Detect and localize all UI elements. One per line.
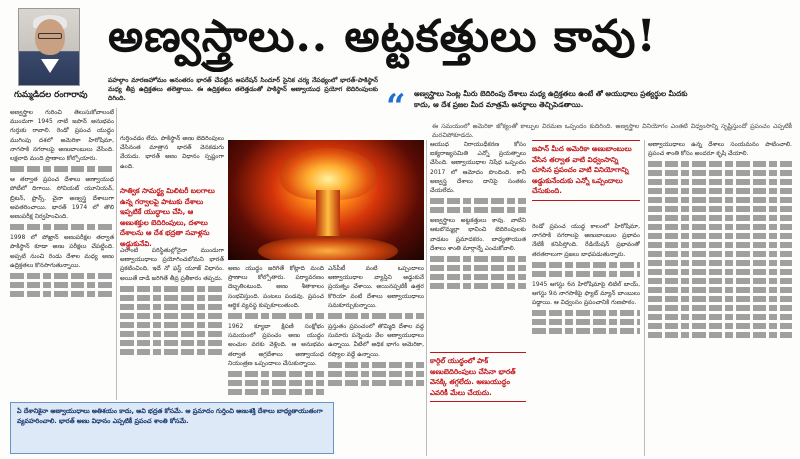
column-2-bottom — [120, 246, 224, 400]
column-rule — [116, 108, 117, 400]
deck-left: పహల్గాం మారణహోమం అనంతరం భారత్ చేపట్టిన ఆపరేషన్ సిందూర్ సైనిక చర్య నేపథ్యంలో భారత్-పాకిస్థాన్ మధ్య తీవ్ర ఉద్రిక్తతలు తలెత్తాయి. ఈ ఉద్రిక్తతలు తలెత్తడంతో పాకిస్థాన్ అణ్వాయుధ ప్రయోగ బెదిరింపులకు దిగింది. — [108, 77, 378, 102]
column-4-paragraph-2: ప్రస్తుతం ప్రపంచంలో తొమ్మిది దేశాల వద్ద సుమారు పన్నెండు వేల అణ్వాయుధాలు ఉన్నాయి. వీటిలో అధిక భాగం అమెరికా, రష్యాల వద్దే ఉన్నాయి. — [328, 323, 424, 358]
author-name: గుమ్మడిదల రంగారావు — [14, 90, 88, 100]
column-3 — [228, 264, 324, 400]
column-1-paragraph-3: 1998 లో పోఖ్రాన్ అణుపరీక్షల తర్వాత పాకిస్థాన్ కూడా అణు పరీక్షలు చేపట్టింది. అప్పటి నుంచి రెండు దేశాల మధ్య అణు ఉద్రిక్తతలు కొనసాగుతున్నాయి. — [10, 234, 114, 269]
pull-quote-top: అణ్వస్త్రాలు సెంట్ల మీరు బెదిరింపు దేశాలు మధ్య ఉద్రిక్తతలు ఉంటే తో ఆయుధాలు ప్రత్యర్థుల మీదకు కాదు, ఆ దేశ ప్రజల మీద మాత్రమే అనర్థాలు తెచ్చిపెడతాయి. — [414, 89, 688, 109]
column-2-top — [120, 134, 224, 186]
column-1-paragraph-1: అణ్వస్త్రాల గురించి తెలుసుకోవాలంటే ముందుగా 1945 నాటి జపాన్ అనుభవం గుర్తుకు రావాలి. రెండో ప్రపంచ యుద్ధం ముగింపు దశలో అమెరికా హిరోషిమా, నాగసాకి నగరాలపై అణుబాంబులు వేసింది. లక్షలాది మంది ప్రాణాలు కోల్పోయారు. — [10, 109, 114, 163]
nuclear-explosion-image — [228, 140, 424, 260]
column-2-paragraph-2: ఎలాంటి పరిస్థితుల్లోనైనా ముందుగా అణ్వాయుధాలు ప్రయోగించబోమని భారత్ ప్రకటించింది. ఇదే నో ఫస్ట్ యూజ్ విధానం. అయితే దాడి జరిగితే తీవ్ర ప్రతీకారం తప్పదు. — [120, 247, 224, 282]
column-6-paragraph-1: రెండో ప్రపంచ యుద్ధ కాలంలో హిరోషిమా, నాగసాకి నగరాలపై అణుబాంబుల ప్రభావం నేటికీ కనిపిస్తోంది. రేడియేషన్ ప్రభావంతో తరతరాలుగా ప్రజలు బాధపడుతున్నారు. — [532, 223, 640, 258]
headline: అణ్వస్త్రాలు.. అట్టకత్తులు కావు! — [108, 11, 657, 62]
column-3-paragraph-2: 1962 క్యూబా క్షిపణి సంక్షోభం సమయంలో ప్రపంచం అణు యుద్ధం అంచుల వరకు వెళ్లింది. ఆ అనుభవం తర్వాత అగ్రదేశాలు అణ్వాయుధ నియంత్రణ ఒప్పందాలు చేసుకున్నాయి. — [228, 323, 324, 367]
column-2-paragraph-1: గుర్తించడం లేదు. పాకిస్థాన్ అణు బెదిరింపులు చేసినంత మాత్రాన భారత్ వెనకడుగు వేయదు. భారత్ అణు విధానం స్పష్టంగా ఉంది. — [120, 135, 224, 170]
column-5-paragraph-2: అణ్వస్త్రాలు అట్టకత్తులు కావు. వాటిని ఆటబొమ్మల్లా భావించి బెదిరింపులకు వాడటం ప్రమాదకరం. బాధ్యతాయుత దేశాలు శాంతి మార్గాన్నే ఎంచుకోవాలి. — [430, 217, 526, 252]
column-5 — [430, 140, 526, 352]
column-rule — [426, 140, 427, 456]
column-1 — [10, 108, 114, 400]
column-1-paragraph-2: ఆ తర్వాత ప్రపంచ దేశాలు అణ్వాయుధ పోటీలో దిగాయి. సోవియట్ యూనియన్, బ్రిటన్, ఫ్రాన్స్, చైనా అణ్వస్త్ర దేశాలుగా అవతరించాయి. భారత్ 1974 లో తొలి అణుపరీక్ష నిర్వహించింది. — [10, 176, 114, 221]
column-4 — [328, 264, 424, 400]
author-collar — [41, 59, 59, 73]
bottom-callout-box: ఏ దేశానికైనా అణ్వాయుధాలు అతిశయం కాదు, అవి భద్రత కోసమే. ఆ ప్రమాదం గుర్తించి అణుశక్తి దేశాలు బాధ్యతాయుతంగా వ్యవహరించాలి. భారత్ అణు విధానం ఎప్పటికీ ప్రపంచ శాంతి కోసమే. — [10, 402, 334, 454]
deck-right: ఈ సమయంలో అమెరికా జోక్యంతో కాల్పుల విరమణ ఒప్పందం కుదిరింది. అణ్వస్త్రాల వినియోగం ఎంతటి విధ్వంసాన్ని సృష్టిస్తుందో ప్రపంచం ఎప్పటికీ మరచిపోకూడదు. — [432, 123, 792, 139]
quote-mark-icon: “ — [386, 87, 406, 127]
column-7-paragraph-1: అణ్వాయుధాలు ఉన్న దేశాలు సంయమనం పాటించాలి. ప్రపంచ శాంతి కోసం అందరూ కృషి చేయాలి. — [648, 141, 792, 158]
author-glasses — [38, 33, 62, 39]
mushroom-cloud-base — [258, 236, 398, 260]
column-4-paragraph-1: ఎన్‌పీటీ వంటి ఒప్పందాలు అణ్వాయుధాల వ్యాప్తిని అడ్డుకునే ప్రయత్నం చేశాయి. అయినప్పటికీ ఉత్తర కొరియా వంటి దేశాలు అణ్వాయుధాలు సమకూర్చుకున్నాయి. — [328, 265, 424, 309]
column-6 — [532, 222, 640, 454]
author-photo — [18, 8, 80, 86]
red-pull-quote-1: సాత్విక సామర్థ్య మిలిటరీ బలగాలు ఉన్న గర్వాలపై పాటుకు దేశాలు ఇప్పటికే యుద్ధాలు చేసి, ఆ అణుశక్తుల బెదిరింపులు, దళాలు దేశాలను ఆ దేశ భద్రతా సవాళ్లను అడ్డుకునేవి. — [120, 187, 215, 248]
column-6-paragraph-2: 1945 ఆగస్టు 6న హిరోషిమాపై లిటిల్ బాయ్, ఆగస్టు 9న నాగసాకిపై ఫ్యాట్ మ్యాన్ బాంబులు పడ్డాయి. ఆ విధ్వంసం ప్రపంచానికి గుణపాఠం. — [532, 280, 640, 307]
red-pull-quote-3: కార్గిల్ యుద్ధంలో పాక్ అణుబెదిరింపులు చేసినా భారత్ వెనక్కి తగ్గలేదు. అణుయుద్ధం ఎవరికీ మేలు చేయదు. — [430, 352, 526, 402]
column-5-paragraph-1: ఆయుధ నిరాయుధీకరణ కోసం ఐక్యరాజ్యసమితి ఎన్నో ప్రయత్నాలు చేసింది. అణ్వాయుధాల నిషేధ ఒప్పందం 2017 లో ఆమోదం పొందింది. కానీ అణ్వస్త్ర దేశాలు దానిపై సంతకం చేయలేదు. — [430, 141, 526, 195]
column-3-paragraph-1: అణు యుద్ధం జరిగితే కోట్లాది మంది ప్రాణాలు కోల్పోతారు. పర్యావరణం దెబ్బతింటుంది. అణు శీతాకాలం సంభవిస్తుంది. పంటలు పండవు. ప్రపంచ ఆర్థిక వ్యవస్థ కుప్పకూలుతుంది. — [228, 265, 324, 309]
red-pull-quote-2: జపాన్ మీద అమెరికా అణుబాంబులు వేసిన తర్వాత వాటి విధ్వంసాన్ని చూసిన ప్రపంచం వాటి వినియోగాన్ని అడ్డుకునేందుకు ఎన్నో ఒప్పందాలు చేసుకుంది. — [532, 140, 640, 201]
column-rule — [644, 140, 645, 456]
column-7 — [648, 140, 792, 454]
